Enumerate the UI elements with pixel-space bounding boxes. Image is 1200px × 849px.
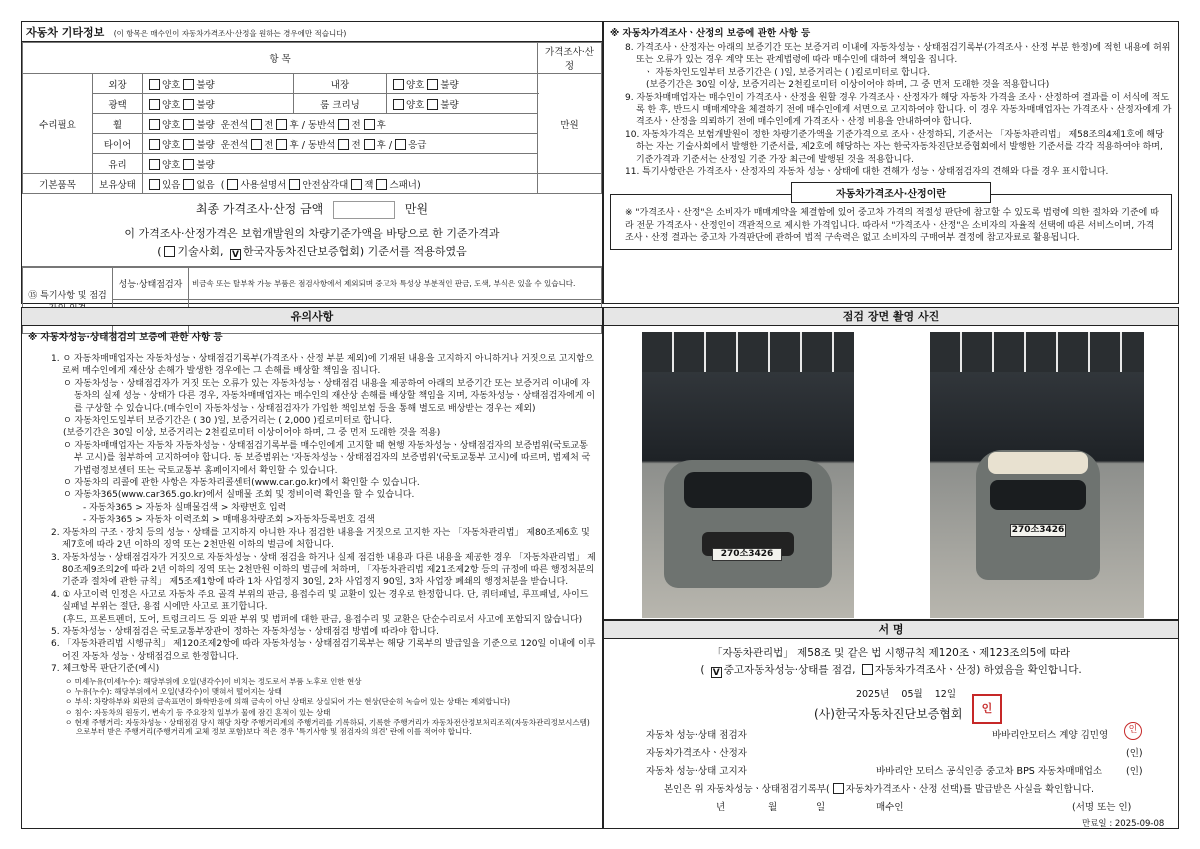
yes-label: 있음 [162,179,181,191]
tire-spare-checkbox[interactable] [395,139,406,150]
jack-label: 잭 [364,179,374,191]
condition-table [22,42,602,194]
holding-label: 보유상태 [93,174,143,194]
note-item: 6. 「자동차관리법 시행규칙」 제120조제2항에 따라 자동차성능ㆍ상태점검기록부는 해당 기록부의 발급일을 기준으로 120일 이내에 이루어진 자동차 성능ㆍ상태점검으로 한정합니다. [51,639,596,662]
tire-pass-rear-checkbox[interactable] [364,139,375,150]
rear-window [990,480,1086,510]
appraiser-row-label: 자동차가격조사ㆍ산정자 [646,748,747,759]
bad-label: 불량 [196,99,215,111]
clause-8: 8. 가격조사ㆍ산정자는 아래의 보증기간 또는 보증거리 이내에 자동차성능ㆍ상태점검기록부(가격조사ㆍ산정 부분 한정)에 적힌 내용에 허위 또는 오류가 있는 경우 계약 또는 관계법령에 따라 매수인에 대하여 책임을 집니다. [625,43,1171,66]
wheel-bad-checkbox[interactable] [183,119,194,130]
front-label: 전 [351,139,361,151]
bad-label: 불량 [196,139,215,151]
good-label: 양호 [406,99,425,111]
section-title: 자동차 기타정보 [26,26,105,39]
room-good-checkbox[interactable] [393,99,404,110]
vehicle-other-info-section [21,21,603,304]
note-item: 2. 자동차의 구조ㆍ장치 등의 성능ㆍ상태를 고지하지 아니한 자나 점검한 내용을 거짓으로 고지한 자는 「자동차관리법」 제80조제6호 및 제7호에 따라 2년 이하의 징역 또는 2천만원 이하의 벌금에 처합니다. [51,527,590,551]
separator: / [301,139,305,151]
inspector-row-value: 바바리안모터스 계양 김민영 [992,730,1109,741]
wheel-driver-rear-checkbox[interactable] [276,119,287,130]
guarantee-title: ※ 자동차가격조사ㆍ산정의 보증에 관한 사항 등 [610,28,811,39]
gloss-label: 광택 [93,94,143,114]
photo-section [603,307,1179,620]
front-label: 전 [264,119,274,131]
check-criteria-item: ㅇ 현재 주행거리: 자동차성능ㆍ상태점검 당시 해당 차량 주행거리계의 주행거리를 기록하되, 기록한 주행거리가 자동차전산정보처리조직(자동차관리정보시스템)으로부터 받은 주행거리(주행거리계 교체 정보 포함)보다 적은 경우 '특기사항 및 점검자의 의견' 란에 이를 적어야 합니다. [65,718,590,737]
exterior-bad-checkbox[interactable] [183,79,194,90]
expiry-date: 만료일 : 2025-09-08 [1082,819,1165,829]
wheel-pass-front-checkbox[interactable] [338,119,349,130]
note-item: - 자동차365 > 자동차 실매물검색 > 차량번호 입력 [83,502,287,513]
receipt-text-a: 본인은 위 자동차성능ㆍ상태점검기록부( [664,784,830,795]
special-notes-label: ⑮ 특기사항 및 점검 [23,268,113,334]
spanner-checkbox[interactable] [376,179,387,190]
notes-bar: 유의사항 [22,308,602,326]
price-guarantee-section [603,21,1179,304]
interior-bad-checkbox[interactable] [427,79,438,90]
final-price-input[interactable] [333,201,395,219]
ceiling-lights [642,332,854,372]
basis-assoc-label: 한국자동차진단보증협회) 기준서를 적용하였음 [243,244,467,258]
glass-good-checkbox[interactable] [149,159,160,170]
rear-label: 후 [376,139,386,151]
windshield [684,472,812,508]
final-price-label: 최종 가격조사·산정 금액 [195,202,324,216]
driver-label: 운전석 [220,139,249,151]
front-license-plate: 270소3426 [712,548,782,561]
paren: ( [700,664,705,676]
header-item: 항 목 [23,43,538,74]
basic-items-label: 기본품목 [23,174,93,194]
paren: ( [220,179,225,191]
note-item: (후드, 프론트펜더, 도어, 트렁크리드 등 외판 부위 및 범퍼에 대한 판금, 용접수리 및 교환은 단순수리로서 사고에 포함되지 않습니다) [63,614,583,625]
sign-day: 12일 [934,689,957,700]
rear-license-plate: 270소3426 [1011,525,1065,535]
exterior-label: 외장 [93,74,143,94]
manual-label: 사용설명서 [240,179,287,191]
appraiser-row-seal: (인) [1126,748,1143,759]
glass-label: 유리 [93,154,143,174]
notifier-row-value: 바바리안 모터스 공식인증 중고차 BPS 자동차매매업소 [876,766,1103,777]
rear-label: 후 [376,119,386,131]
note-item: 3. 자동차성능ㆍ상태점검자가 거짓으로 자동차성능ㆍ상태 점검을 하거나 실제 점검한 내용과 다른 내용을 제공한 경우 「자동차관리법」 제80조제9조의2에 따라 2년 이하의 징역 또는 2천만원 이하의 벌금에 처하며, 「자동차관리법 제21조제2항 등의 규정에 따른 행정처분의 기준과 절차에 관한 규칙」 제5조제1항에 따라 1차 사업정지 30일, 2차 사업정지 90일, 3차 사업장 폐쇄의 행정처분을 받습니다. [51,552,596,588]
price-check-checkbox[interactable] [862,664,873,675]
price-box-title: 자동차가격조사·산정이란 [791,182,991,203]
good-label: 양호 [406,79,425,91]
clause-9: 9. 자동차매매업자는 매수인이 가격조사ㆍ산정을 원할 경우 가격조사ㆍ산정자가 해당 자동차 가격을 조사ㆍ산정하여 결과를 이 서식에 적도록 한 후, 반드시 매매계약을 체결하기 전에 매수인에게 서면으로 고지하여야 합니다. 이 경우 자동차매매업자는 가격조사ㆍ산정자에게 가격조사ㆍ산정을 의뢰하기 전에 매수인에게 가격조사ㆍ산정 비용을 안내하여야 합니다. [625,92,1172,128]
wheel-good-checkbox[interactable] [149,119,160,130]
bad-label: 불량 [196,119,215,131]
tire-driver-rear-checkbox[interactable] [276,139,287,150]
spare-label: 응급 [408,139,427,151]
photo-bar: 점검 장면 촬영 사진 [604,308,1178,326]
notes-section [21,307,603,829]
note-item: 1. ㅇ 자동차매매업자는 자동차성능ㆍ상태점검기록부(가격조사ㆍ산정 부분 제외)에 기재된 내용을 고지하지 아니하거나 거짓으로 고지함으로써 매수인에게 재산상 손해가 발생한 경우에는 그 손해를 배상할 책임을 집니다. [51,354,594,377]
front-label: 전 [264,139,274,151]
receipt-price-checkbox[interactable] [833,783,844,794]
separator: / [388,139,393,151]
bad-label: 불량 [196,159,215,171]
receipt-day: 일 [816,802,826,813]
paren: ) [416,179,421,191]
perf-check-checkbox[interactable]: V [711,667,722,678]
interior-good-checkbox[interactable] [393,79,404,90]
receipt-month: 월 [768,802,778,813]
no-label: 없음 [196,179,215,191]
basis-line-1: 이 가격조사·산정가격은 보험개발원의 차량기준가액을 바탕으로 한 기준가격과 [124,226,500,240]
separator: / [301,119,305,131]
sign-line-1: 「자동차관리법」 제58조 및 같은 법 시행규칙 제120조ㆍ제123조의5에 따라 [711,647,1071,659]
clause-8a: ㆍ 자동차인도일부터 보증기간은 ( )일, 보증거리는 ( )킬로미터로 합니다. [644,67,931,78]
tire-bad-checkbox[interactable] [183,139,194,150]
clause-8b: (보증기간은 30일 이상, 보증거리는 2천킬로미터 이상이어야 하며, 그 중 먼저 도래한 것을 적용합니다) [646,80,1050,91]
repair-label: 수리필요 [23,74,93,174]
rear-label: 후 [289,119,299,131]
driver-label: 운전석 [220,119,249,131]
jack-checkbox[interactable] [351,179,362,190]
paren: ( [157,244,162,258]
tire-driver-front-checkbox[interactable] [251,139,262,150]
org-seal-stamp: 인 [972,694,1002,724]
good-label: 양호 [162,159,181,171]
note-item: (보증기간은 30일 이상, 보증거리는 2천킬로미터 이상이어야 하며, 그 중 먼저 도래한 것을 적용) [63,428,441,439]
none-checkbox[interactable] [183,179,194,190]
check-criteria-item: ㅇ 부식: 차량하부와 외판의 금속표면이 화학반응에 의해 금속이 아닌 상태로 상실되어 가는 현상(단순히 녹슬어 있는 상태는 제외합니다) [65,697,510,707]
car-roof [988,452,1088,474]
receipt-text-b: 자동차가격조사ㆍ산정 선택)를 발급받은 사실을 확인합니다. [845,784,1094,795]
notes-title: ※ 자동차성능·상태점검의 보증에 관한 사항 등 [28,332,223,343]
clause-10: 10. 자동차가격은 보험개발원이 정한 차량기준가액을 기준가격으로 조사ㆍ산정하되, 기준서는 「자동차관리법」 제58조의4제1호에 해당하는 자는 기술사회에서 발행한 기준서를, 제2호에 해당하는 자는 한국자동차진단보증협회에서 발행한 기준서를 각각 적용하여야 하며, 기준가격과 기준서는 산정일 기준 가장 최근에 발행된 것을 적용합니다. [625,129,1164,165]
passenger-label: 동반석 [307,119,336,131]
room-bad-checkbox[interactable] [427,99,438,110]
final-price-unit: 만원 [404,202,429,216]
good-label: 양호 [162,119,181,131]
inspector-seal-stamp: 인 [1124,722,1142,740]
tire-label: 타이어 [93,134,143,154]
section-note: (이 항목은 매수인이 자동차가격조사·산정을 원하는 경우에만 적습니다) [113,29,347,38]
buyer-label: 매수인 [876,802,904,813]
good-label: 양호 [162,99,181,111]
room-cleaning-label: 룸 크리닝 [293,94,386,114]
good-label: 양호 [162,139,181,151]
price-box-text: ※ "가격조사ㆍ산정"은 소비자가 매매계약을 체결함에 있어 중고차 가격의 적절성 판단에 참고할 수 있도록 법령에 의한 절차와 기준에 따라 전문 가격조사ㆍ산정인이 객관적으로 제시한 가격입니다. 따라서 "가격조사ㆍ산정"은 소비자의 자율적 선택에 따른 서비스이며, 가격조사ㆍ산정 결과는 중고차 가격판단에 관하여 법적 구속력은 없고 소비자의 구매여부 결정에 참고자료로 활용됩니다. [625,208,1159,244]
tech-society-checkbox[interactable] [164,246,175,257]
wheel-driver-front-checkbox[interactable] [251,119,262,130]
note-item: ㅇ 자동차의 리콜에 관한 사항은 자동차리콜센터(www.car.go.kr)에서 확인할 수 있습니다. [63,478,420,489]
note-item: 4. ① 사고이력 인정은 사고로 자동차 주요 골격 부위의 판금, 용접수리 및 교환이 있는 경우로 한정합니다. 단, 쿼터패널, 루프패널, 사이드실패널 부위는 절단, 용접 시에만 사고로 표기합니다. [51,589,589,613]
passenger-label: 동반석 [307,139,336,151]
notifier-row-seal: (인) [1126,766,1143,777]
check-criteria-item: ㅇ 미세누유(미세누수): 해당부위에 오일(냉각수)이 비치는 정도로서 부품 노후로 인한 현상 [65,676,362,686]
has-checkbox[interactable] [149,179,160,190]
inspector-row-label: 자동차 성능·상태 점검자 [646,730,747,741]
rear-label: 후 [289,139,299,151]
header-price: 가격조사·산정 [538,43,602,74]
interior-label: 내장 [293,74,386,94]
bad-label: 불량 [440,79,459,91]
note-item: ㅇ 자동차365(www.car365.go.kr)에서 실매물 조회 및 정비이력 확인을 할 수 있습니다. [63,490,415,501]
bad-label: 불량 [440,99,459,111]
sign-month: 05월 [901,689,923,700]
inspector-note: 비금속 또는 탈부착 가능 부품은 점검사항에서 제외되며 중고차 특성상 부분적인 판금, 도색, 부식은 있을 수 있습니다. [189,268,602,300]
glass-bad-checkbox[interactable] [183,159,194,170]
wheel-label: 휠 [93,114,143,134]
check-criteria-item: ㅇ 누유(누수): 해당부위에서 오일(냉각수)이 맺혀서 떨어지는 상태 [65,686,282,696]
price-unit: 만원 [538,74,602,174]
signature-bar: 서 명 [604,621,1178,639]
manual-checkbox[interactable] [227,179,238,190]
note-item: 7. 체크항목 판단기준(예시) [51,664,160,675]
rear-car-photo [930,332,1144,618]
basis-tech-label: 기술사회, [177,244,224,258]
triangle-label: 안전삼각대 [302,179,349,191]
note-item: - 자동차365 > 자동차 이력조회 > 매매용차량조회 >자동차등록번호 검색 [83,515,375,526]
notifier-row-label: 자동차 성능·상태 고지자 [646,766,747,777]
sign-opt-2: 자동차가격조사ㆍ산정) 하였음을 확인합니다. [874,664,1082,676]
receipt-year: 년 [716,802,726,813]
note-item: 5. 자동차성능ㆍ상태점검은 국토교통부장관이 정하는 자동차성능ㆍ상태점검 방법에 따라야 합니다. [51,626,439,637]
ceiling-lights [930,332,1144,372]
notes-list [28,353,596,737]
clause-11: 11. 특기사항란은 가격조사ㆍ산정자의 자동차 성능ㆍ상태에 대한 견해가 성능ㆍ상태점검자의 견해와 다를 경우 표시합니다. [625,167,1109,178]
check-criteria-item: ㅇ 침수: 자동차의 원동기, 변속기 등 주요장치 일부가 물에 잠긴 흔적이 있는 상태 [65,707,331,717]
front-car-photo [642,332,854,618]
sign-opt-1: 중고자동차성능·상태를 점검, [723,664,856,676]
triangle-checkbox[interactable] [289,179,300,190]
wheel-pass-rear-checkbox[interactable] [364,119,375,130]
note-item: ㅇ 자동차인도일부터 보증기간은 ( 30 )일, 보증거리는 ( 2,000 )킬로미터로 합니다. [63,416,393,427]
gloss-bad-checkbox[interactable] [183,99,194,110]
gloss-good-checkbox[interactable] [149,99,160,110]
tire-pass-front-checkbox[interactable] [338,139,349,150]
signature-section [603,620,1179,829]
note-item: ㅇ 자동차성능ㆍ상태점검자가 거짓 또는 오류가 있는 자동차성능ㆍ상태점검 내용을 제공하여 아래의 보증기간 또는 보증거리 이내에 자동차의 실제 성능ㆍ상태가 다른 경우, 자동차매매업자는 매수인의 재산상 손해를 배상할 책임을 지며, 자동차성능ㆍ상태점검자에게 이를 구상할 수 있습니다.(매수인이 자동차성능ㆍ상태점검자가 가입한 책임보험 등을 통해 별도로 배상받는 경우는 제외) [63,378,596,414]
buyer-sign: (서명 또는 인) [1072,802,1132,813]
inspector-label: 성능·상태점검자 [113,268,189,300]
exterior-good-checkbox[interactable] [149,79,160,90]
org-name: (사)한국자동차진단보증협회 [814,707,963,721]
assoc-checkbox[interactable]: V [230,249,241,260]
front-label: 전 [351,119,361,131]
note-item: ㅇ 자동차매매업자는 자동차 자동차성능ㆍ상태점검기록부를 매수인에게 고지할 때 현행 자동차성능ㆍ상태점검자의 보증범위(국토교통부 고시)를 첨부하여 고지하여야 합니다. 동 보증범위는 '자동차성능ㆍ상태점검자의 보증범위'(국토교통부 고시)에 따르며, 법제처 국가법령정보센터 또는 국토교통부 홈페이지에서 확인할 수 있습니다. [63,440,591,476]
bad-label: 불량 [196,79,215,91]
good-label: 양호 [162,79,181,91]
sign-year: 2025년 [855,689,890,700]
spanner-label: 스패너 [389,179,417,191]
tire-good-checkbox[interactable] [149,139,160,150]
